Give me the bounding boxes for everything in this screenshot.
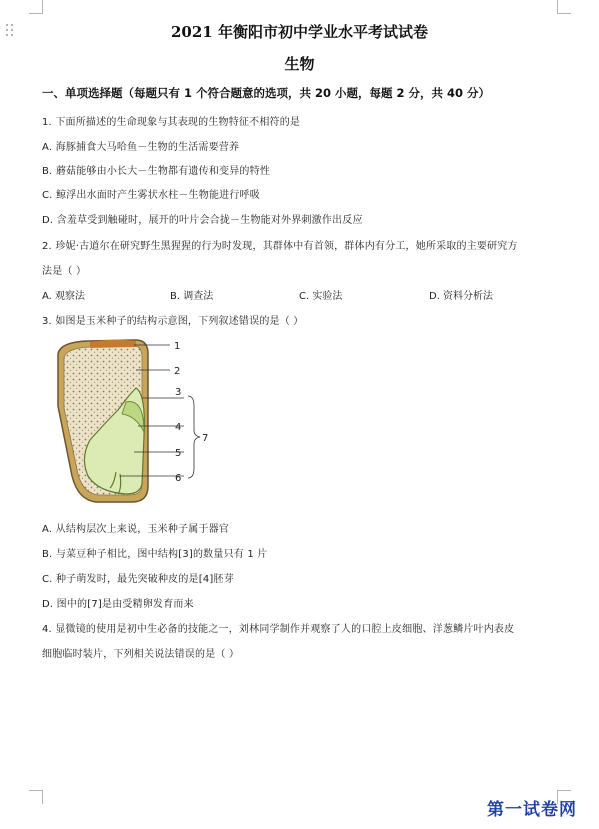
- page-title: 2021 年衡阳市初中学业水平考试试卷: [171, 23, 428, 41]
- question-stem: 4. 显微镜的使用是初中生必备的技能之一，刘林同学制作并观察了人的口腔上皮细胞、洋葱鳞片叶内表皮: [42, 624, 515, 635]
- diagram-label: 3: [175, 387, 182, 398]
- option-text: D. 资料分析法: [429, 291, 494, 302]
- section-heading: 一、单项选择题（每题只有 1 个符合题意的选项，共 20 小题，每题 2 分，共 40 分）: [42, 86, 491, 100]
- diagram-label: 6: [175, 473, 182, 484]
- watermark-logo: 第一试卷网: [487, 800, 577, 820]
- subject-title: 生物: [284, 55, 315, 73]
- option-text: A. 观察法: [42, 291, 86, 302]
- page-corner-mark: [557, 0, 571, 14]
- question-stem: 法是（ ）: [42, 266, 87, 277]
- option-row: [42, 287, 562, 301]
- question-stem: 1. 下面所描述的生命现象与其表现的生物特征不相符的是: [42, 117, 301, 128]
- option-text: B. 蘑菇能够由小长大－生物都有遗传和变异的特性: [42, 166, 271, 177]
- question-stem: 2. 珍妮·古道尔在研究野生黑猩猩的行为时发现，其群体中有首领，群体内有分工，她所采取的主要研究方: [42, 241, 518, 252]
- diagram-label: 2: [174, 366, 181, 377]
- option-text: D. 图中的[7]是由受精卵发育而来: [42, 599, 194, 610]
- diagram-label: 7: [202, 433, 209, 444]
- option-text: D. 含羞草受到触碰时，展开的叶片会合拢－生物能对外界刺激作出反应: [42, 215, 363, 226]
- page-corner-mark: [29, 790, 43, 804]
- option-text: C. 鲸浮出水面时产生雾状水柱－生物能进行呼吸: [42, 190, 260, 201]
- option-text: A. 海豚捕食大马哈鱼－生物的生活需要营养: [42, 142, 240, 153]
- page-corner-mark: [29, 0, 43, 14]
- option-text: C. 实验法: [299, 291, 343, 302]
- option-text: C. 种子萌发时，最先突破种皮的是[4]胚芽: [42, 574, 234, 585]
- diagram-label: 5: [175, 448, 182, 459]
- diagram-label: 1: [174, 341, 181, 352]
- option-text: A. 从结构层次上来说，玉米种子属于器官: [42, 524, 230, 535]
- question-stem: 细胞临时装片，下列相关说法错误的是（ ）: [42, 649, 240, 660]
- question-stem: 3. 如图是玉米种子的结构示意图，下列叙述错误的是（ ）: [42, 316, 304, 327]
- option-text: B. 调查法: [170, 291, 214, 302]
- diagram-label: 4: [175, 422, 182, 433]
- corn-seed-diagram: [48, 336, 218, 508]
- option-text: B. 与菜豆种子相比，图中结构[3]的数量只有 1 片: [42, 549, 268, 560]
